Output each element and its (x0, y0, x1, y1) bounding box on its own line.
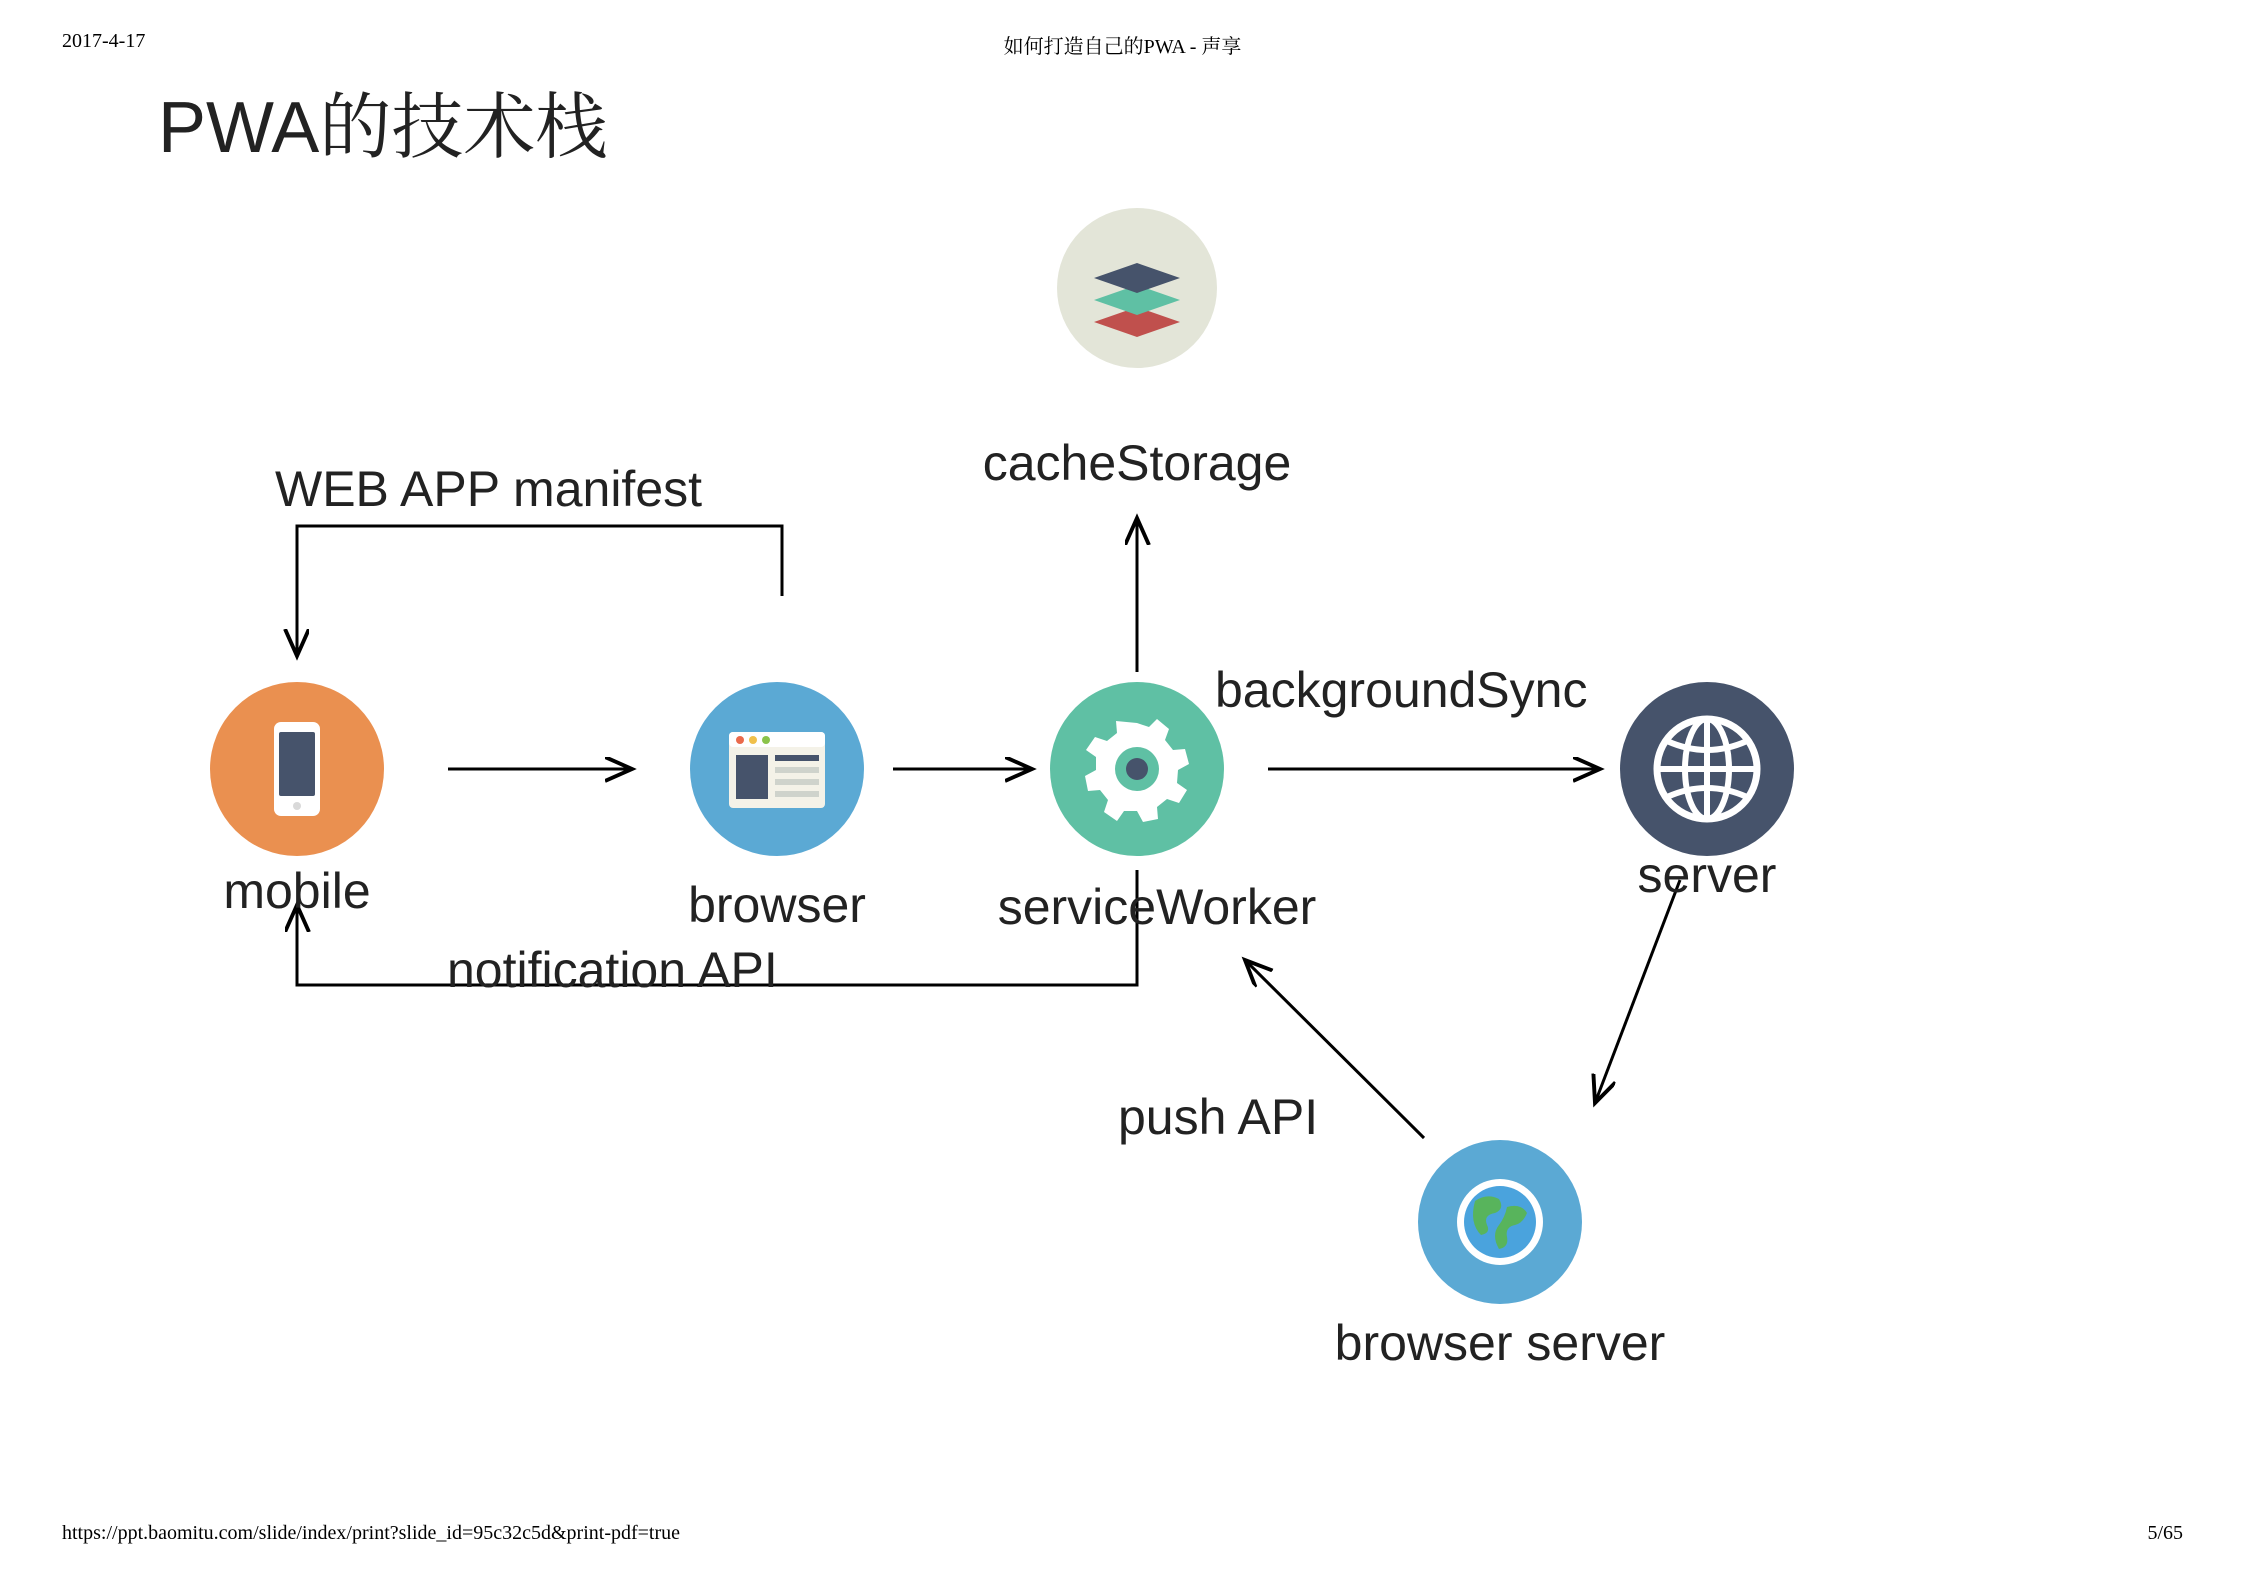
print-date: 2017-4-17 (62, 30, 146, 52)
node-label-mobile: mobile (223, 863, 371, 919)
edge-label-manifest: WEB APP manifest (275, 461, 703, 517)
print-source-url: https://ppt.baomitu.com/slide/index/print?slide_id=95c32c5d&print-pdf=true (62, 1522, 681, 1544)
node-browser[interactable] (690, 682, 864, 856)
edge-label-notification-api: notification API (447, 942, 778, 998)
node-cachestorage[interactable] (1057, 208, 1217, 368)
node-label-cachestorage: cacheStorage (982, 435, 1292, 491)
print-header-title: 如何打造自己的PWA - 声享 (1003, 36, 1242, 58)
node-server[interactable] (1620, 682, 1794, 856)
globe-grid-icon (1643, 705, 1771, 833)
slide (0, 60, 2245, 1480)
browser-window-icon (717, 714, 837, 824)
print-header (0, 30, 2245, 60)
node-label-serviceworker: serviceWorker (997, 879, 1317, 935)
pwa-tech-stack-diagram (0, 60, 2245, 1480)
node-browserserver[interactable] (1418, 1140, 1582, 1304)
node-serviceworker[interactable] (1050, 682, 1224, 856)
edge-server-browserserver (1595, 880, 1680, 1103)
node-label-server: server (1637, 847, 1777, 903)
edge-label-push-api: push API (1118, 1089, 1319, 1145)
smartphone-icon (257, 714, 337, 824)
layers-stack-icon (1082, 233, 1192, 343)
earth-globe-icon (1445, 1167, 1555, 1277)
print-footer (0, 1522, 2245, 1548)
node-mobile[interactable] (210, 682, 384, 856)
node-label-browser: browser (688, 877, 866, 933)
print-page-number: 5/65 (2147, 1522, 2183, 1544)
gear-icon (1077, 709, 1197, 829)
edge-manifest (297, 526, 782, 656)
node-label-browserserver: browser server (1334, 1315, 1666, 1371)
page-title: PWA的技术栈 (158, 88, 608, 168)
edge-label-backgroundsync: backgroundSync (1215, 662, 1588, 718)
